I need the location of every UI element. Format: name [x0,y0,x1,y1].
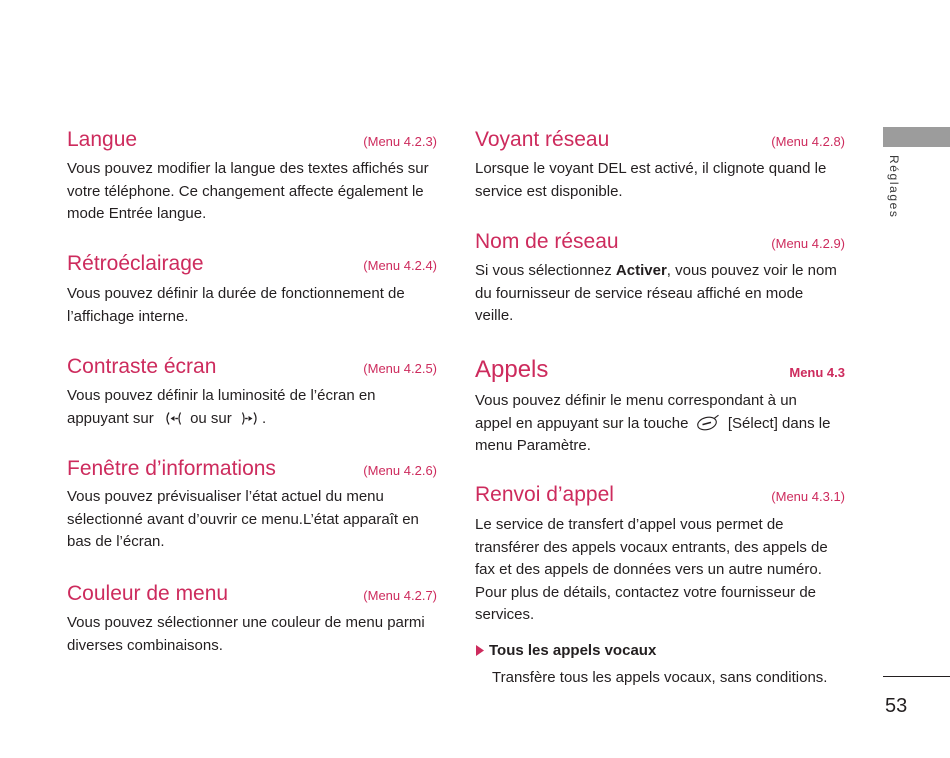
menu-ref-appels: Menu 4.3 [789,365,845,380]
section-voyant-header [475,127,845,153]
section-fenetre-body [67,486,437,554]
section-appels-header [475,355,845,385]
paragraph-line: diverses combinaisons. [67,636,223,654]
section-retroeclairage-header [67,251,437,277]
section-voyant-body [475,158,845,203]
heading-appels: Appels [475,356,549,383]
heading-voyant: Voyant réseau [475,128,610,151]
paragraph-line: Pour plus de détails, contactez votre fournisseur de [475,583,817,601]
menu-ref-nom-reseau: (Menu 4.2.9) [771,236,845,251]
menu-ref-contraste: (Menu 4.2.5) [363,361,437,376]
paragraph-line: Vous pouvez sélectionner une couleur de menu parmi [67,614,425,631]
text-fragment: appel en appuyant sur la touche [475,414,689,432]
nav-left-key-icon [164,411,182,426]
section-couleur-body [67,612,437,657]
paragraph-line: Le service de transfert d’appel vous permet de [475,516,784,533]
section-langue-body [67,158,437,226]
section-contraste-header [67,354,437,380]
paragraph-line: service est disponible. [475,182,623,200]
paragraph-line: votre téléphone. Ce changement affecte également le [67,182,424,200]
side-tab-marker [883,127,950,147]
menu-ref-renvoi: (Menu 4.3.1) [771,489,845,504]
option-item [476,640,656,663]
paragraph-line: sélectionné avant d’ouvrir ce menu.L’état apparaît en [67,510,419,528]
paragraph-line: transférer des appels vocaux entrants, des appels de [475,538,828,556]
left-soft-key-icon [696,414,720,431]
paragraph-line: Lorsque le voyant DEL est activé, il clignote quand le [475,160,827,177]
text-fragment: . [261,409,267,427]
heading-contraste: Contraste écran [67,355,217,378]
text-fragment: appuyant sur [67,409,154,427]
heading-fenetre: Fenêtre d’informations [67,457,276,480]
bold-term: Activer [615,262,667,279]
bullet-arrow-icon [476,645,484,656]
text-fragment: , vous pouvez voir le nom [666,262,837,279]
section-fenetre-header [67,456,437,482]
menu-ref-langue: (Menu 4.2.3) [363,134,437,149]
heading-retroeclairage: Rétroéclairage [67,252,204,275]
paragraph-line [475,260,845,283]
menu-ref-voyant: (Menu 4.2.8) [771,134,845,149]
paragraph-line: Vous pouvez prévisualiser l’état actuel du menu [67,488,384,505]
paragraph-line: Vous pouvez définir la durée de fonctionnement de [67,285,405,302]
paragraph-line: Vous pouvez définir le menu correspondant à un [475,392,797,409]
section-renvoi-body [475,514,845,627]
nav-right-key-icon [241,411,259,426]
text-fragment: ou sur [190,409,232,427]
side-tab-label: Réglages [887,155,901,219]
heading-nom-reseau: Nom de réseau [475,230,619,253]
paragraph-line: fax et des appels de données vers un autre numéro. [475,561,822,579]
paragraph-line: menu Paramètre. [475,437,591,455]
paragraph-line: Vous pouvez modifier la langue des textes affichés sur [67,160,429,177]
option-description: Transfère tous les appels vocaux, sans conditions. [492,669,828,686]
section-renvoi-header [475,482,845,508]
paragraph-line: bas de l’écran. [67,533,165,551]
menu-ref-retroeclairage: (Menu 4.2.4) [363,258,437,273]
paragraph-line: services. [475,606,535,624]
heading-couleur: Couleur de menu [67,582,229,605]
section-nom-reseau-body [475,260,845,328]
paragraph-line: mode Entrée langue. [67,205,207,223]
section-appels-body [475,390,845,458]
section-langue-header [67,127,437,153]
text-fragment: [Sélect] dans le [727,414,831,432]
paragraph-line [67,408,437,431]
option-title: Tous les appels vocaux [489,642,657,659]
section-contraste-body [67,385,437,430]
page-number-rule [883,676,950,677]
section-couleur-header [67,581,437,607]
heading-renvoi: Renvoi d’appel [475,483,614,506]
menu-ref-couleur: (Menu 4.2.7) [363,588,437,603]
section-nom-reseau-header [475,229,845,255]
paragraph-line: l’affichage interne. [67,307,189,325]
text-fragment: Si vous sélectionnez [475,262,616,279]
section-retroeclairage-body [67,283,437,328]
paragraph-line: Vous pouvez définir la luminosité de l’écran en [67,387,376,404]
page-number: 53 [885,695,908,717]
paragraph-line [475,413,845,436]
menu-ref-fenetre: (Menu 4.2.6) [363,463,437,478]
paragraph-line: du fournisseur de service réseau affiché en mode [475,284,804,302]
paragraph-line: veille. [475,307,514,325]
heading-langue: Langue [67,128,138,151]
